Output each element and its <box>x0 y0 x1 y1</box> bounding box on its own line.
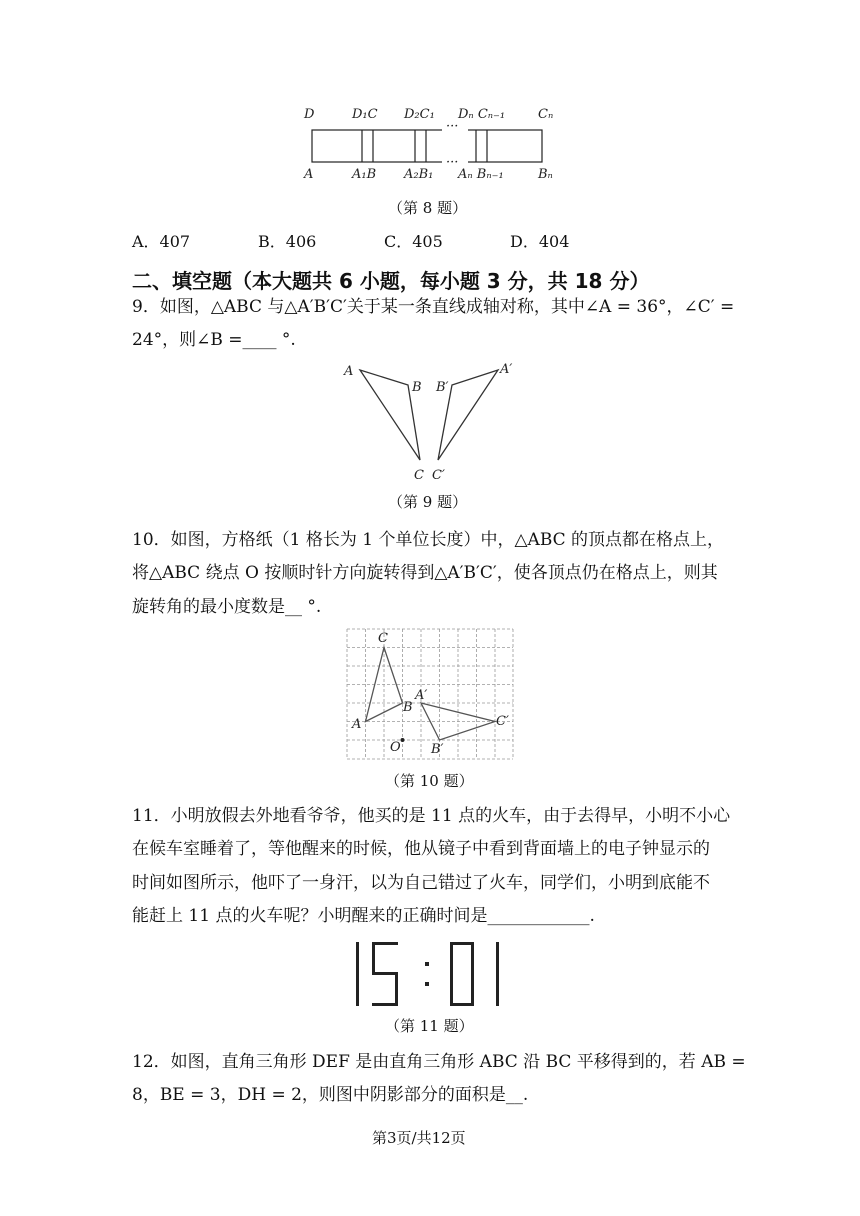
question-11-text: 时间如图所示，他吓了一身汗，以为自己错过了火车，同学们，小明到底能不 <box>132 873 710 893</box>
question-10-text: 10．如图，方格纸（1 格长为 1 个单位长度）中，△ABC 的顶点都在格点上， <box>132 530 725 550</box>
fig9-label: B′ <box>436 380 449 395</box>
fig10-label: B′ <box>431 742 444 757</box>
option-a: A．407 <box>132 232 191 251</box>
fig8-label: A <box>304 167 314 182</box>
question-10-text: 旋转角的最小度数是__ °. <box>132 597 322 617</box>
fig10-label: O <box>390 740 401 755</box>
fig8-label: Aₙ Bₙ₋₁ <box>458 167 504 182</box>
option-d: D．404 <box>510 232 570 251</box>
question-11-text: 在候车室睡着了，等他醒来的时候，他从镜子中看到背面墙上的电子钟显示的 <box>132 839 710 859</box>
fig8-label: Cₙ <box>538 107 554 122</box>
page-footer: 第3页/共12页 <box>372 1129 466 1147</box>
fig8-label: ··· <box>446 155 459 170</box>
figure-caption: （第 10 题） <box>385 772 474 790</box>
fig9-label: C′ <box>432 468 445 483</box>
fig10-label: B <box>403 700 413 715</box>
question-12-text: 12．如图，直角三角形 DEF 是由直角三角形 ABC 沿 BC 平移得到的，若 AB = <box>132 1052 746 1072</box>
fig10-label: C′ <box>496 714 509 729</box>
fig10-label: A′ <box>415 688 428 703</box>
question-10-text: 将△ABC 绕点 O 按顺时针方向旋转得到△A′B′C′，使各顶点仍在格点上，则其 <box>132 563 718 583</box>
figure-caption: （第 11 题） <box>385 1017 474 1035</box>
option-b: B．406 <box>258 232 317 251</box>
fig8-label: Dₙ Cₙ₋₁ <box>458 107 506 122</box>
section-title: 二、填空题（本大题共 6 小题，每小题 3 分，共 18 分） <box>132 269 650 293</box>
fig8-label: D₂C₁ <box>404 107 435 122</box>
question-9-text: 24°，则∠B =____ °. <box>132 330 296 350</box>
question-11-text: 11．小明放假去外地看爷爷，他买的是 11 点的火车，由于去得早，小明不小心 <box>132 806 731 826</box>
question-12-text: 8，BE = 3，DH = 2，则图中阴影部分的面积是__. <box>132 1085 529 1105</box>
fig8-label: Bₙ <box>538 167 553 182</box>
figure-caption: （第 9 题） <box>388 493 468 511</box>
fig9-label: A <box>344 364 354 379</box>
figure-caption: （第 8 题） <box>388 199 468 217</box>
fig8-label: A₁B <box>352 167 377 182</box>
fig9-label: A′ <box>500 362 513 377</box>
fig9-label: B <box>412 380 422 395</box>
figure-10-grid <box>345 627 515 762</box>
fig8-label: D₁C <box>352 107 378 122</box>
figure-8 <box>300 100 570 190</box>
option-c: C．405 <box>384 232 443 251</box>
question-11-text: 能赶上 11 点的火车呢？小明醒来的正确时间是____________. <box>132 906 595 926</box>
fig8-label: ··· <box>446 119 459 134</box>
figure-9 <box>340 355 530 485</box>
question-9-text: 9．如图，△ABC 与△A′B′C′关于某一条直线成轴对称，其中∠A = 36°，∠C′ = <box>132 297 735 317</box>
fig10-label: C <box>378 631 388 646</box>
mirrored-digital-clock <box>350 940 510 1008</box>
fig10-label: A <box>352 717 362 732</box>
fig9-label: C <box>414 468 424 483</box>
fig8-label: A₂B₁ <box>404 167 434 182</box>
fig8-label: D <box>304 107 315 122</box>
